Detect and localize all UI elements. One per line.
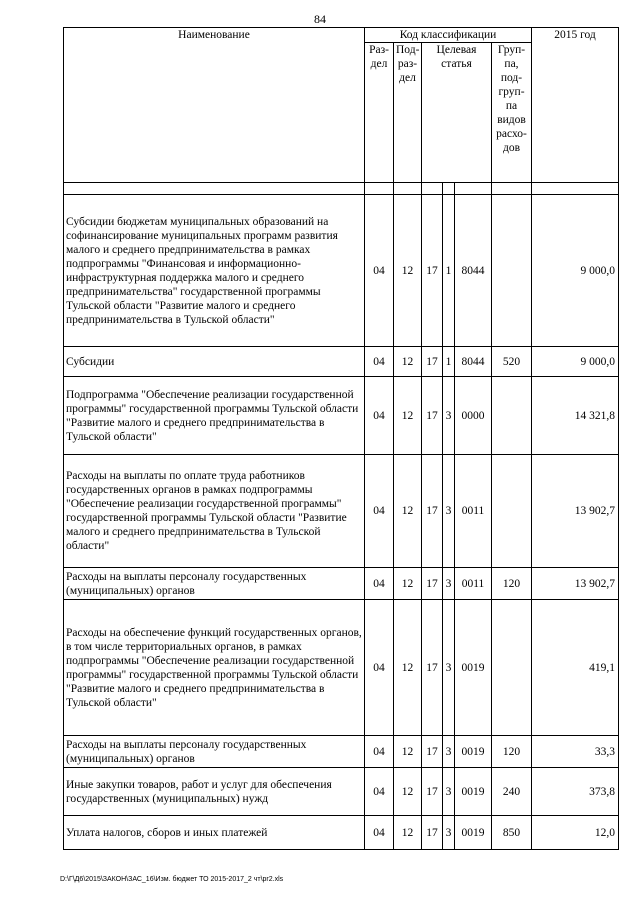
row-razdel: 04 xyxy=(365,347,394,377)
row-expense-group: 120 xyxy=(492,568,532,600)
row-amount: 14 321,8 xyxy=(532,377,619,455)
row-podrazdel: 12 xyxy=(394,195,422,347)
header-year: 2015 год xyxy=(532,28,619,183)
file-path-footer: D:\Г\Д6\2015\ЗАКОН\ЗАС_16\Изм. бюджет ТО 2015-2017_2 чт\pr2.xls xyxy=(60,876,284,883)
row-amount: 33,3 xyxy=(532,736,619,768)
page-number: 84 xyxy=(314,12,326,26)
row-amount: 12,0 xyxy=(532,816,619,850)
table-row xyxy=(64,455,619,568)
row-amount: 13 902,7 xyxy=(532,568,619,600)
row-target-direction: 8044 xyxy=(455,347,492,377)
row-podrazdel: 12 xyxy=(394,736,422,768)
row-podrazdel: 12 xyxy=(394,377,422,455)
header-razdel: Раз- дел xyxy=(365,43,394,183)
header-classification: Код классификации xyxy=(365,28,532,43)
row-razdel: 04 xyxy=(365,816,394,850)
row-target-program: 17 xyxy=(422,568,443,600)
row-podrazdel: 12 xyxy=(394,568,422,600)
header-podrazdel: Под- раз- дел xyxy=(394,43,422,183)
row-target-program: 17 xyxy=(422,347,443,377)
row-name: Уплата налогов, сборов и иных платежей xyxy=(64,816,365,850)
row-target-program: 17 xyxy=(422,600,443,736)
row-name: Расходы на выплаты персоналу государственных (муниципальных) органов xyxy=(64,568,365,600)
row-amount: 419,1 xyxy=(532,600,619,736)
table-row xyxy=(64,568,619,600)
row-podrazdel: 12 xyxy=(394,816,422,850)
row-expense-group: 520 xyxy=(492,347,532,377)
row-name: Расходы на выплаты персоналу государственных (муниципальных) органов xyxy=(64,736,365,768)
row-podrazdel: 12 xyxy=(394,347,422,377)
row-amount: 9 000,0 xyxy=(532,347,619,377)
row-name: Подпрограмма "Обеспечение реализации государственной программы" государственной программы Тульской области "Развитие малого и среднего предпринимательства в Тульской области" xyxy=(64,377,365,455)
row-razdel: 04 xyxy=(365,195,394,347)
table-row xyxy=(64,816,619,850)
row-expense-group: 120 xyxy=(492,736,532,768)
row-target-subprogram: 3 xyxy=(443,600,455,736)
row-target-subprogram: 3 xyxy=(443,568,455,600)
table-row xyxy=(64,768,619,816)
budget-table xyxy=(63,27,619,850)
row-target-program: 17 xyxy=(422,736,443,768)
row-target-direction: 0011 xyxy=(455,455,492,568)
table-row xyxy=(64,600,619,736)
row-target-subprogram: 3 xyxy=(443,377,455,455)
row-target-subprogram: 1 xyxy=(443,347,455,377)
row-name: Расходы на выплаты по оплате труда работников государственных органов в рамках подпрограммы "Обеспечение реализации государственной программы" государственной программы Тульской области "Развитие малого и среднего предпринимательства в Тульской области" xyxy=(64,455,365,568)
row-target-subprogram: 3 xyxy=(443,455,455,568)
row-podrazdel: 12 xyxy=(394,600,422,736)
header-celevaya: Целевая статья xyxy=(422,43,492,183)
row-target-program: 17 xyxy=(422,377,443,455)
row-razdel: 04 xyxy=(365,568,394,600)
row-target-program: 17 xyxy=(422,816,443,850)
row-razdel: 04 xyxy=(365,768,394,816)
header-name: Наименование xyxy=(64,28,365,183)
row-expense-group xyxy=(492,377,532,455)
row-target-program: 17 xyxy=(422,455,443,568)
row-target-subprogram: 3 xyxy=(443,816,455,850)
row-target-direction: 8044 xyxy=(455,195,492,347)
row-razdel: 04 xyxy=(365,736,394,768)
row-name: Иные закупки товаров, работ и услуг для обеспечения государственных (муниципальных) нужд xyxy=(64,768,365,816)
table-row xyxy=(64,736,619,768)
row-razdel: 04 xyxy=(365,377,394,455)
row-expense-group xyxy=(492,455,532,568)
row-expense-group: 850 xyxy=(492,816,532,850)
row-target-direction: 0019 xyxy=(455,816,492,850)
row-razdel: 04 xyxy=(365,455,394,568)
row-target-subprogram: 3 xyxy=(443,768,455,816)
row-amount: 373,8 xyxy=(532,768,619,816)
row-expense-group xyxy=(492,195,532,347)
row-name: Субсидии бюджетам муниципальных образований на софинансирование муниципальных программ развития малого и среднего предпринимательства в рамках подпрограммы "Финансовая и информационно-инфраструктурная поддержка малого и среднего предпринимательства" государственной программы Тульской области "Развитие малого и среднего предпринимательства в Тульской области" xyxy=(64,195,365,347)
table-row xyxy=(64,347,619,377)
row-target-direction: 0011 xyxy=(455,568,492,600)
row-expense-group: 240 xyxy=(492,768,532,816)
row-target-subprogram: 1 xyxy=(443,195,455,347)
table-row xyxy=(64,377,619,455)
row-podrazdel: 12 xyxy=(394,768,422,816)
table-row xyxy=(64,195,619,347)
row-podrazdel: 12 xyxy=(394,455,422,568)
row-target-direction: 0019 xyxy=(455,600,492,736)
row-expense-group xyxy=(492,600,532,736)
row-amount: 13 902,7 xyxy=(532,455,619,568)
row-target-direction: 0019 xyxy=(455,768,492,816)
header-gruppa: Груп- па, под- груп- па видов расхо- дов xyxy=(492,43,532,183)
row-target-direction: 0000 xyxy=(455,377,492,455)
row-target-program: 17 xyxy=(422,768,443,816)
row-target-program: 17 xyxy=(422,195,443,347)
row-target-subprogram: 3 xyxy=(443,736,455,768)
row-name: Субсидии xyxy=(64,347,365,377)
row-razdel: 04 xyxy=(365,600,394,736)
row-target-direction: 0019 xyxy=(455,736,492,768)
row-name: Расходы на обеспечение функций государственных органов, в том числе территориальных органов, в рамках подпрограммы "Обеспечение реализации государственной программы" государственной программы Тульской области "Развитие малого и среднего предпринимательства в Тульской области" xyxy=(64,600,365,736)
row-amount: 9 000,0 xyxy=(532,195,619,347)
